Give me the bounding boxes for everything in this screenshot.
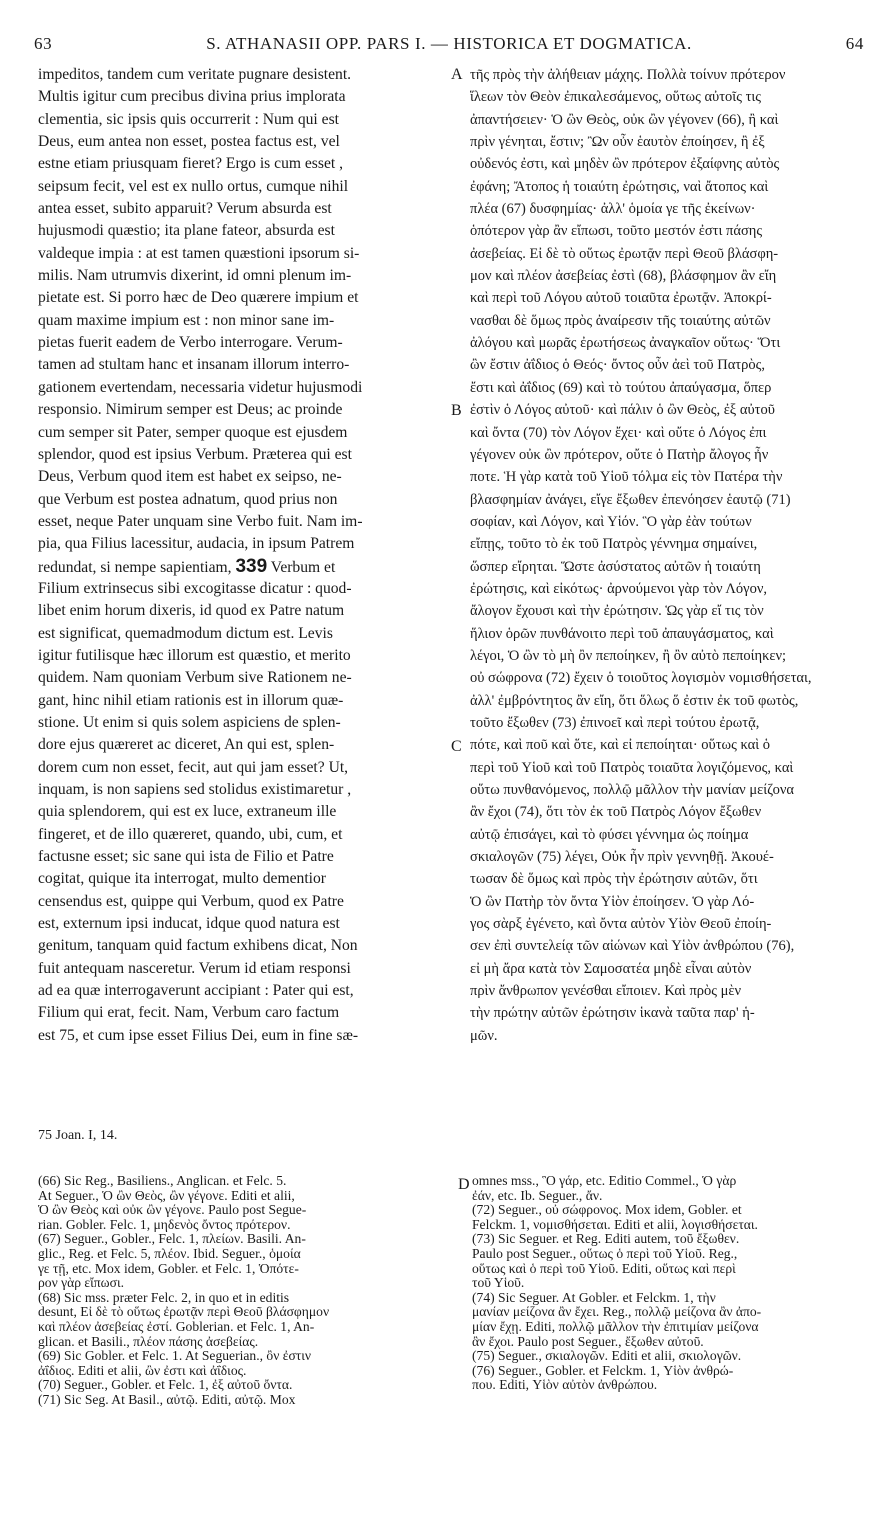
text-line: μῶν.	[470, 1027, 498, 1044]
text-line: ἀλόγου καὶ μωρᾶς ἐρωτήσεως ἀναγκαῖον οὕτως· Ὅτι	[470, 335, 781, 352]
text-line: gant, hinc nihil etiam rationis est in illorum quæ-	[38, 691, 344, 709]
text-line: πρὶν ἄνθρωπον γενέσθαι εἴποιεν. Καὶ πρὸς μὲν	[470, 983, 742, 1000]
text-line: Multis igitur cum precibus divina prius implorata	[38, 88, 346, 106]
text-line: responsio. Nimirum semper est Deus; ac proinde	[38, 401, 343, 419]
note-line: omnes mss., Ὃ γάρ, etc. Editio Commel., Ὁ γὰρ	[472, 1174, 737, 1188]
text-line: valdeque impia : at est tamen quæstioni ipsorum si-	[38, 244, 360, 262]
text-line: ἀπαντήσειεν· Ὁ ὢν Θεὸς, οὐκ ὢν γέγονεν (66), ἢ καὶ	[470, 111, 779, 128]
text-line: clementia, sic ipsis quis occurrerit : Num qui est	[38, 110, 339, 128]
note-line: (74) Sic Seguer. At Gobler. et Felckm. 1, τὴν	[472, 1289, 716, 1305]
note-line: (70) Seguer., Gobler. et Felc. 1, ἐξ αὐτοῦ ὄντα.	[38, 1377, 293, 1393]
text-line: ad ea quæ interrogaverunt accipiant : Pater qui est,	[38, 982, 354, 1000]
text-line: μον καὶ πλέον ἀσεβείας ἐστὶ (68), βλάσφημον ἂν εἴη	[470, 268, 777, 285]
note-line: (67) Seguer., Gobler., Felc. 1, πλείων. Basili. An-	[38, 1231, 306, 1247]
text-line: cogitat, quique ita interrogat, multo dementior	[38, 870, 326, 888]
text-line: γέγονεν οὐκ ὢν πρότερον, οὔτε ὁ Πατὴρ ἄλογος ἦν	[470, 446, 769, 463]
text-line: censendus est, quippe qui Verbum, quod ex Patre	[38, 892, 344, 910]
text-line: Deus, eum antea non esset, postea factus est, vel	[38, 133, 340, 151]
text-line: σοφίαν, καὶ Λόγον, καὶ Υἱόν. Ὃ γὰρ ἐὰν τούτων	[470, 513, 752, 530]
text-line: tamen ad stultam hanc et insanam illorum interro-	[38, 356, 350, 374]
text-line: impeditos, tandem cum veritate pugnare desistent.	[38, 66, 352, 83]
text-line: σκιαλογῶν (75) λέγει, Οὐκ ἦν πρὶν γεννηθῇ. Ἀκουέ-	[470, 849, 774, 866]
text-line: libet enim horum dixeris, id quod ex Patre natum	[38, 602, 345, 620]
note-line: οὕτως καὶ ὁ περὶ τοῦ Υἱοῦ. Editi, οὕτως καὶ περὶ	[472, 1260, 736, 1276]
text-line: ὢν ἔστιν ἀΐδιος ὁ Θεός· ὄντος οὖν ἀεὶ τοῦ Πατρὸς,	[470, 357, 765, 374]
critical-notes-right	[472, 1174, 876, 1393]
note-line: μίαν ἔχῃ. Editi, πολλῷ μᾶλλον τὴν ἐπιτιμίαν μείζονα	[472, 1318, 759, 1334]
note-line: (75) Seguer., σκιαλογῶν. Editi et alii, σκιολογῶν.	[472, 1348, 742, 1364]
page-number-right: 64	[845, 34, 864, 53]
note-line: (69) Sic Gobler. et Felc. 1. At Seguerian., ὂν ἐστιν	[38, 1348, 312, 1364]
text-line: quia splendorem, qui est ex luce, extraneum ille	[38, 803, 337, 821]
note-line: (76) Seguer., Gobler. et Felckm. 1, Υἱὸν ἀνθρώ-	[472, 1362, 734, 1378]
text-line: οὕτω πυνθανόμενος, πολλῷ μᾶλλον τὴν μανίαν μείζονα	[470, 782, 794, 798]
text-line: ἥλιον ὁρῶν πυνθάνοιτο περὶ τοῦ ἀπαυγάσματος, καὶ	[470, 625, 774, 642]
text-line: αὐτῷ ἐπισάγει, καὶ τὸ φύσει γέννημα ὡς ποίημα	[470, 826, 749, 843]
text-line: ἔστι καὶ ἀΐδιος (69) καὶ τὸ τούτου ἀπαύγασμα, ὅπερ	[470, 379, 772, 396]
note-line: (73) Sic Seguer. et Reg. Editi autem, τοῦ ἔξωθεν.	[472, 1231, 740, 1247]
text-line: ἵλεων τὸν Θεὸν ἐπικαλεσάμενος, οὕτως αὐτοῖς τις	[470, 89, 762, 106]
text-line: dorem cum non esset, fecit, aut qui jam esset? Ut,	[38, 758, 349, 776]
text-line: ἀσεβείας. Εἰ δὲ τὸ οὕτως ἐρωτᾷν περὶ Θεοῦ βλάσφη-	[470, 245, 779, 262]
text-line: seipsum fecit, vel est ex nullo ortus, cumque nihil	[38, 177, 349, 195]
text-line: quam maxime impium est : non minor sane im-	[38, 311, 335, 329]
text-line: pia, qua Filius lacessitur, audacia, in ipsum Patrem	[38, 535, 355, 553]
note-line: Paulo post Seguer., οὕτως ὁ περὶ τοῦ Υἱοῦ. Reg.,	[472, 1245, 738, 1261]
note-line: ρον γὰρ εἴπωσι.	[38, 1275, 124, 1291]
note-line: (71) Sic Seg. At Basil., αὐτῷ. Editi, αὐτῷ. Mox	[38, 1391, 296, 1407]
text-line: gationem evertendam, necessaria videtur hujusmodi	[38, 378, 363, 396]
page-number-left: 63	[34, 34, 53, 53]
note-line: rian. Gobler. Felc. 1, μηδενὸς ὄντος πρότερον.	[38, 1216, 291, 1232]
running-header	[34, 34, 864, 58]
note-line: glican. et Basili., πλέον πάσης ἀσεβείας.	[38, 1333, 259, 1349]
note-line: At Seguer., Ὁ ὢν Θεὸς, ὢν γέγονε. Editi et alii,	[38, 1187, 295, 1203]
text-line: cum semper sit Pater, semper quoque est ejusdem	[38, 423, 348, 441]
text-line: est significat, quemadmodum dictum est. Levis	[38, 624, 333, 642]
note-line: τοῦ Υἱοῦ.	[472, 1275, 525, 1291]
text-line: stione. Ut enim si quis solem aspiciens de splen-	[38, 713, 341, 731]
text-line: εἰ μὴ ἄρα κατὰ τὸν Σαμοσατέα μηδὲ εἶναι αὐτὸν	[470, 960, 752, 977]
text-line-tail: Verbum et	[267, 558, 336, 576]
note-line: ἐάν, etc. Ib. Seguer., ἄν.	[472, 1187, 603, 1203]
greek-column	[470, 64, 876, 1047]
note-line: (68) Sic mss. præter Felc. 2, in quo et in editis	[38, 1289, 290, 1305]
note-line: (72) Seguer., οὐ σώφρονος. Mox idem, Gobler. et	[472, 1202, 742, 1218]
text-line: que Verbum est postea adnatum, quod prius non	[38, 490, 338, 508]
text-line: σεν ἐπὶ συντελείᾳ τῶν αἰώνων καὶ Υἱὸν ἀνθρώπου (76),	[470, 938, 795, 955]
text-line: dore ejus quæreret ac diceret, An qui est, splen-	[38, 736, 335, 754]
text-line: βλασφημίαν ἀνάγει, εἴγε ἔξωθεν ἐπενόησεν ἑαυτῷ (71)	[470, 491, 791, 508]
text-line: esset, neque Pater unquam sine Verbo fuit. Nam im-	[38, 512, 363, 530]
note-line: ἂν ἔχοι. Paulo post Seguer., ἔξωθεν αὐτοῦ.	[472, 1333, 704, 1349]
text-line: quidem. Nam quoniam Verbum sive Rationem ne-	[38, 669, 352, 687]
text-line: ὥσπερ εἴρηται. Ὥστε ἀσύστατος αὐτῶν ἡ τοιαύτη	[470, 558, 761, 575]
text-line: ἐρώτησις, καὶ εἰκότως· ἀρνούμενοι γὰρ τὸν Λόγον,	[470, 580, 768, 597]
text-line: νασθαι δὲ ὅμως πρὸς ἀναίρεσιν τῆς τοιαύτης αὐτῶν	[470, 312, 771, 329]
text-line: genitum, tanquam quid factum exhibens dicat, Non	[38, 937, 358, 955]
text-line: fuit antequam nasceretur. Verum id etiam responsi	[38, 959, 351, 977]
text-line: πότε, καὶ ποῦ καὶ ὅτε, καὶ εἰ πεποίηται· οὕτως καὶ ὁ	[470, 737, 771, 754]
text-line: περὶ τοῦ Υἱοῦ καὶ τοῦ Πατρὸς τοιαῦτα λογιζόμενος, καὶ	[470, 759, 794, 776]
text-line: Filium extrinsecus sibi excogitasse dicatur : quod-	[38, 579, 352, 597]
text-line: τῆς πρὸς τὴν ἀλήθειαν μάχης. Πολλὰ τοίνυν πρότερον	[470, 67, 786, 83]
text-line: estne etiam priusquam fieret? Ergo is cum esset ,	[38, 155, 343, 173]
text-line: antea esset, subito apparuit? Verum absurda est	[38, 200, 332, 218]
text-line: λέγοι, Ὁ ὢν τὸ μὴ ὂν πεποίηκεν, ἢ ὂν αὐτὸ πεποίηκεν;	[470, 647, 787, 664]
text-line: splendor, quod est ipsius Verbum. Præterea qui est	[38, 445, 352, 463]
section-marker-c: C	[451, 738, 462, 755]
section-marker-a: A	[451, 66, 463, 83]
note-line: Felckm. 1, νομισθήσεται. Editi et alii, λογισθήσεται.	[472, 1216, 758, 1232]
text-line: γος σὰρξ ἐγένετο, καὶ ὄντα αὐτὸν Υἱὸν Θεοῦ ἐποίη-	[470, 916, 772, 933]
text-line: τωσαν δὲ ὅμως καὶ πρὸς τὴν ἐρώτησιν αὐτῶν, ὅτι	[470, 871, 758, 888]
text-line: εἴπῃς, τοῦτο τὸ ἐκ τοῦ Πατρὸς γέννημα σημαίνει,	[470, 536, 758, 553]
text-line: πλέα (67) δυσφημίας· ἀλλ' ὁμοία γε τῆς ἐκείνων·	[470, 201, 756, 218]
text-line: milis. Nam utrumvis dixerint, id omni plenum im-	[38, 267, 352, 285]
text-line: pietate est. Si porro hæc de Deo quærere impium et	[38, 289, 359, 307]
text-line: ἂν ἔχοι (74), ὅτι τὸν ἐκ τοῦ Πατρὸς Λόγον ἔξωθεν	[470, 804, 762, 821]
text-line: Ὁ ὢν Πατὴρ τὸν ὄντα Υἱὸν ἐποίησεν. Ὁ γὰρ Λό-	[470, 893, 755, 910]
text-line: ποτε. Ἡ γὰρ κατὰ τοῦ Υἱοῦ τόλμα εἰς τὸν Πατέρα τὴν	[470, 469, 783, 486]
note-line: Ὁ ὢν Θεὸς καὶ οὐκ ὢν γέγονε. Paulo post Segue-	[38, 1202, 307, 1218]
text-line: καὶ ὄντα (70) τὸν Λόγον ἔχει· καὶ οὔτε ὁ Λόγος ἐπι	[470, 424, 767, 441]
text-line: igitur futilisque hæc illorum est quæstio, et merito	[38, 646, 351, 664]
text-line: Filium qui erat, fecit. Nam, Verbum caro factum	[38, 1004, 340, 1022]
note-line: καὶ πλέον ἀσεβείας ἐστί. Goblerian. et Felc. 1, An-	[38, 1318, 315, 1334]
scripture-footnote: 75 Joan. I, 14.	[38, 1128, 118, 1143]
text-line: Deus, Verbum quod item est habet ex seipso, ne-	[38, 468, 342, 486]
latin-column	[38, 64, 448, 1047]
text-line: fingeret, et de illo quæreret, quando, ubi, cum, et	[38, 825, 343, 843]
text-line: ὁπότερον γὰρ ἂν εἴπωσι, τοῦτο μεστόν ἐστι πάσης	[470, 223, 763, 240]
text-line: pietas fuerit eadem de Verbo interrogare. Verum-	[38, 334, 343, 352]
note-line: desunt, Εἰ δὲ τὸ οὕτως ἐρωτᾷν περὶ Θεοῦ βλάσφημον	[38, 1304, 330, 1320]
text-line: οὐδενός ἐστι, καὶ μηδὲν ὢν πρότερον ἐξαίφνης αὐτὸς	[470, 156, 780, 173]
text-line: redundat, si nempe sapientiam, 339 Verbum et	[38, 555, 336, 577]
text-line: ἐφάνη; Ἄτοπος ἡ τοιαύτη ἐρώτησις, ναὶ ἄτοπος καὶ	[470, 178, 769, 195]
text-line: οὐ σώφρονα (72) ἔχειν ὁ τοιοῦτος λογισμὸν νομισθήσεται,	[470, 670, 812, 687]
text-line: factusne esset; sic sane qui ista de Filio et Patre	[38, 848, 334, 866]
note-line: ἀΐδιος. Editi et alii, ὢν ἐστι καὶ ἀΐδιος.	[38, 1362, 247, 1378]
text-line: ἄλογον ἔχουσι καὶ τὴν ἐρώτησιν. Ὡς γὰρ εἴ τις τὸν	[470, 603, 764, 620]
running-title: S. ATHANASII OPP. PARS I. — HISTORICA ET DOGMATICA.	[206, 34, 692, 53]
text-line: καὶ περὶ τοῦ Λόγου αὐτοῦ τοιαῦτα ἐρωτᾷν. Ἀποκρί-	[470, 290, 772, 307]
text-line: inquam, is non sapiens sed stolidus existimaretur ,	[38, 781, 352, 798]
text-line: τοῦτο ἔξωθεν (73) ἐπινοεῖ καὶ περὶ τούτου ἐρωτᾷ,	[470, 714, 760, 731]
note-line: που. Editi, Υἱὸν αὐτὸν ἀνθρώπου.	[472, 1377, 658, 1393]
inline-page-number: 339	[235, 555, 268, 577]
text-line: hujusmodi quæstio; ita plane fateor, absurda est	[38, 222, 335, 240]
note-line: glic., Reg. et Felc. 5, πλέον. Ibid. Seguer., ὁμοία	[38, 1245, 301, 1261]
critical-notes-left	[38, 1174, 458, 1408]
text-line: ἀλλ' ἐμβρόντητος ἂν εἴη, ὅτι ὅλως ὅ ἐστιν ἐκ τοῦ φωτὸς,	[470, 692, 799, 709]
text-line: ἐστὶν ὁ Λόγος αὐτοῦ· καὶ πάλιν ὁ ὢν Θεὸς, ἐξ αὐτοῦ	[470, 402, 775, 419]
section-marker-b: B	[451, 402, 462, 419]
note-line: (66) Sic Reg., Basiliens., Anglican. et Felc. 5.	[38, 1174, 287, 1188]
text-line: est 75, et cum ipse esset Filius Dei, eum in fine sæ-	[38, 1026, 359, 1044]
text-line: πρὶν γένηται, ἔστιν; Ὢν οὖν ἑαυτὸν ἐποίησεν, ἢ ἐξ	[470, 134, 765, 151]
text-line: τὴν πρώτην αὐτῶν ἐρώτησιν ἱκανὰ ταῦτα παρ' ἡ-	[470, 1005, 755, 1022]
note-line: γε τῇ, etc. Mox idem, Gobler. et Felc. 1, Ὁπότε-	[38, 1260, 299, 1276]
text-line: est, externum ipsi inducat, idque quod natura est	[38, 915, 340, 933]
section-marker-d: D	[458, 1176, 470, 1193]
note-line: μανίαν μείζονα ἂν ἔχει. Reg., πολλῷ μείζονα ἂν ἀπο-	[472, 1304, 762, 1320]
